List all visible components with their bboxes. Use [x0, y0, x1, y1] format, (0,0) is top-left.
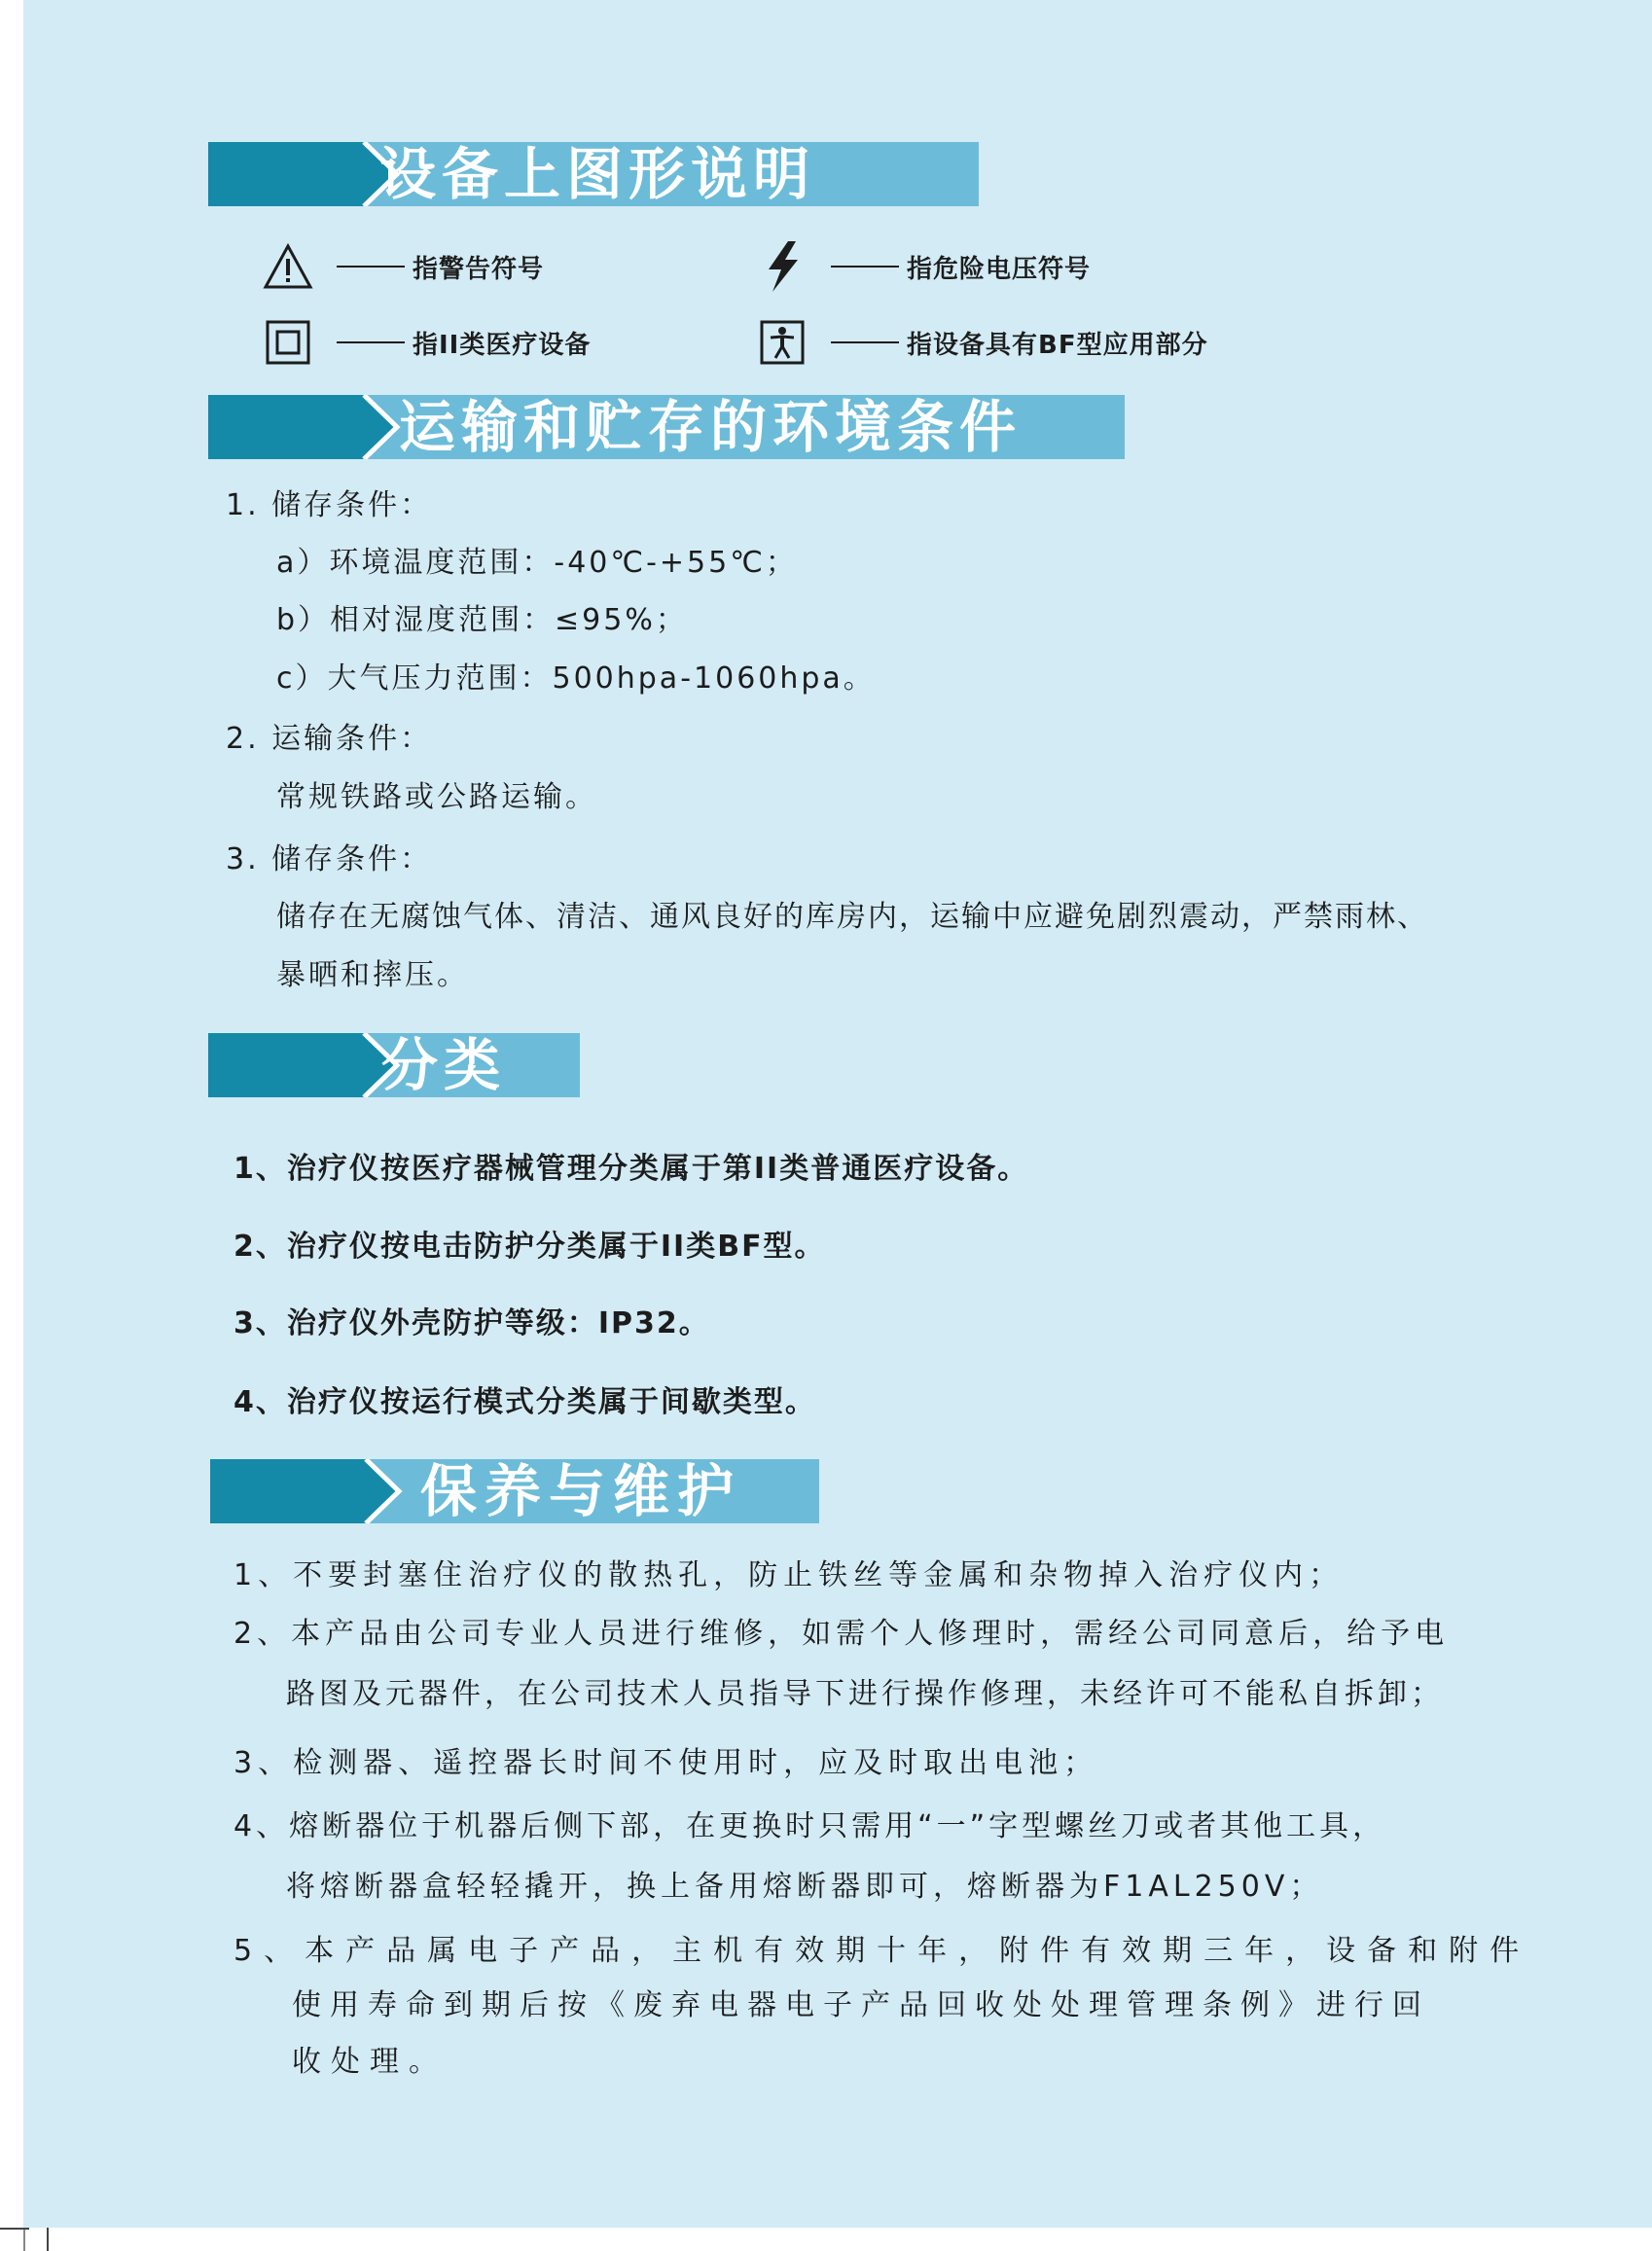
env-line: 储存在无腐蚀气体、清洁、通风良好的库房内，运输中应避免剧烈震动，严禁雨林、 — [276, 900, 1428, 934]
env-line: 常规铁路或公路运输。 — [276, 780, 597, 814]
maintenance-line: 4、熔断器位于机器后侧下部，在更换时只需用“一”字型螺丝刀或者其他工具， — [233, 1809, 1386, 1843]
section-title: 分类 — [381, 1032, 507, 1098]
maintenance-line: 收处理。 — [292, 2045, 448, 2079]
section-banner-classification — [208, 1033, 580, 1097]
chevron-right-icon — [348, 1459, 405, 1523]
symbol-label: 指II类医疗设备 — [413, 330, 592, 360]
classification-line: 2、治疗仪按电击防护分类属于II类BF型。 — [233, 1230, 826, 1264]
section-banner-symbols — [208, 142, 979, 206]
bf-applied-part-icon — [757, 317, 808, 368]
maintenance-line: 3、检测器、遥控器长时间不使用时，应及时取出电池； — [233, 1746, 1099, 1780]
maintenance-line: 5、本产品属电子产品，主机有效期十年，附件有效期三年，设备和附件 — [233, 1934, 1531, 1968]
high-voltage-icon — [757, 241, 808, 292]
classification-line: 1、治疗仪按医疗器械管理分类属于第II类普通医疗设备。 — [233, 1152, 1029, 1186]
env-line: 1. 储存条件： — [226, 488, 433, 522]
maintenance-line: 使用寿命到期后按《废弃电器电子产品回收处处理管理条例》进行回 — [292, 1988, 1430, 2022]
env-line: a）环境温度范围：-40℃-+55℃； — [276, 546, 798, 580]
maintenance-line: 1、不要封塞住治疗仪的散热孔，防止铁丝等金属和杂物掉入治疗仪内； — [233, 1558, 1345, 1592]
symbol-label: 指设备具有BF型应用部分 — [907, 330, 1208, 360]
crop-mark — [23, 2228, 25, 2251]
class-ii-square-icon — [263, 317, 313, 368]
env-line: 2. 运输条件： — [226, 722, 433, 756]
section-title: 保养与维护 — [420, 1458, 742, 1524]
section-title: 设备上图形说明 — [379, 141, 816, 207]
symbol-legend-item — [757, 315, 1208, 370]
section-title: 运输和贮存的环境条件 — [399, 394, 1023, 460]
env-line: b）相对湿度范围：≤95%； — [276, 603, 688, 637]
env-line: 3. 储存条件： — [226, 842, 433, 876]
crop-mark — [0, 2228, 29, 2230]
symbol-legend-item — [263, 239, 544, 294]
symbol-legend-item — [263, 315, 591, 370]
symbol-legend-item — [757, 239, 1091, 294]
classification-line: 3、治疗仪外壳防护等级：IP32。 — [233, 1306, 710, 1340]
maintenance-line: 路图及元器件，在公司技术人员指导下进行操作修理，未经许可不能私自拆卸； — [286, 1677, 1444, 1711]
env-line: c）大气压力范围：500hpa-1060hpa。 — [276, 661, 876, 696]
symbol-label: 指危险电压符号 — [907, 254, 1092, 284]
classification-line: 4、治疗仪按运行模式分类属于间歇类型。 — [233, 1385, 816, 1419]
section-banner-environment — [208, 395, 1125, 459]
env-line: 暴晒和摔压。 — [276, 958, 469, 992]
warning-triangle-icon — [263, 241, 313, 292]
symbol-label: 指警告符号 — [413, 254, 545, 284]
crop-mark — [47, 2228, 49, 2251]
section-banner-maintenance — [210, 1459, 819, 1523]
maintenance-line: 将熔断器盒轻轻撬开，换上备用熔断器即可，熔断器为F1AL250V； — [286, 1870, 1324, 1904]
maintenance-line: 2、本产品由公司专业人员进行维修，如需个人修理时，需经公司同意后，给予电 — [233, 1617, 1450, 1651]
chevron-right-icon — [346, 395, 403, 459]
